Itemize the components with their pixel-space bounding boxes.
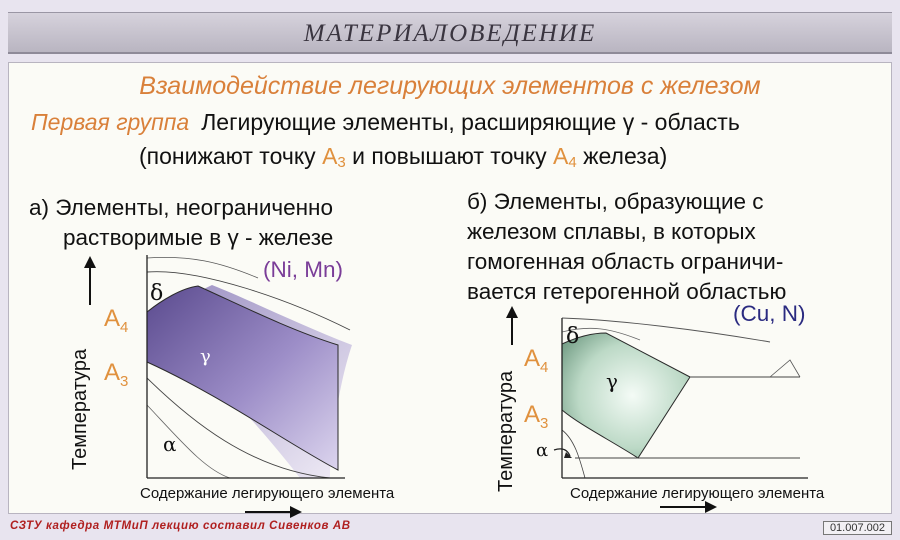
footer-credit: СЗТУ кафедра МТМиП лекцию составил Сивенков АВ <box>10 520 351 532</box>
panel-a-line2: растворимые в γ - железе <box>63 225 334 250</box>
point-a4: $A_4$ <box>553 143 577 171</box>
a4-label-a: $A_4$ <box>104 305 129 336</box>
alpha-label-a: α <box>163 432 177 456</box>
panel-b-line3: гомогенная область ограничи- <box>467 249 784 274</box>
gamma-region-b <box>562 333 690 458</box>
x-label-a: Содержание легирующего элемента <box>140 485 395 502</box>
y-label-b: Температура <box>495 370 517 492</box>
a3-label-b: $A_3$ <box>524 401 549 432</box>
panel-b-elements: (Cu, N) <box>733 301 806 326</box>
group-text: Легирующие элементы, расширяющие γ - область <box>201 109 740 135</box>
y-arrow-head-b <box>506 306 518 318</box>
delta-label-a: δ <box>150 281 164 306</box>
peritectic-b <box>770 360 800 377</box>
panel-b-line4: вается гетерогенной областью <box>467 279 787 304</box>
alpha-label-b: α <box>536 440 549 461</box>
point-a3: $A_3$ <box>322 143 346 171</box>
x-arrow-head-b <box>705 501 717 513</box>
gamma-label-a: γ <box>200 346 211 367</box>
delta-label-b: δ <box>566 324 580 349</box>
diagram-b <box>506 306 808 513</box>
a3-label-a: $A_3$ <box>104 359 129 390</box>
panel-b-line2: железом сплавы, в которых <box>467 219 756 244</box>
panel-b-line1: б) Элементы, образующие с <box>467 189 764 214</box>
group-label: Первая группа <box>31 109 190 135</box>
a4-label-b: $A_4$ <box>524 345 549 376</box>
alpha-boundary-a2 <box>147 405 230 478</box>
slide-number: 01.007.002 <box>823 521 892 535</box>
paren-open: (понижают точку <box>139 143 316 169</box>
x-arrow-head-a <box>290 506 302 518</box>
header-title: МАТЕРИАЛОВЕДЕНИЕ <box>303 20 597 47</box>
panel-a-line1: а) Элементы, неограниченно <box>29 195 333 220</box>
gamma-label-b: γ <box>606 369 618 393</box>
panel-a-elements: (Ni, Mn) <box>263 257 343 282</box>
solidus-line-a <box>147 257 258 278</box>
y-label-a: Температура <box>69 348 91 470</box>
slide-subtitle: Взаимодействие легирующих элементов с железом <box>139 72 761 100</box>
x-label-b: Содержание легирующего элемента <box>570 485 825 502</box>
paren-middle: и повышают точку <box>352 143 547 169</box>
paren-close: железа) <box>583 143 668 169</box>
y-arrow-head-a <box>84 256 96 268</box>
